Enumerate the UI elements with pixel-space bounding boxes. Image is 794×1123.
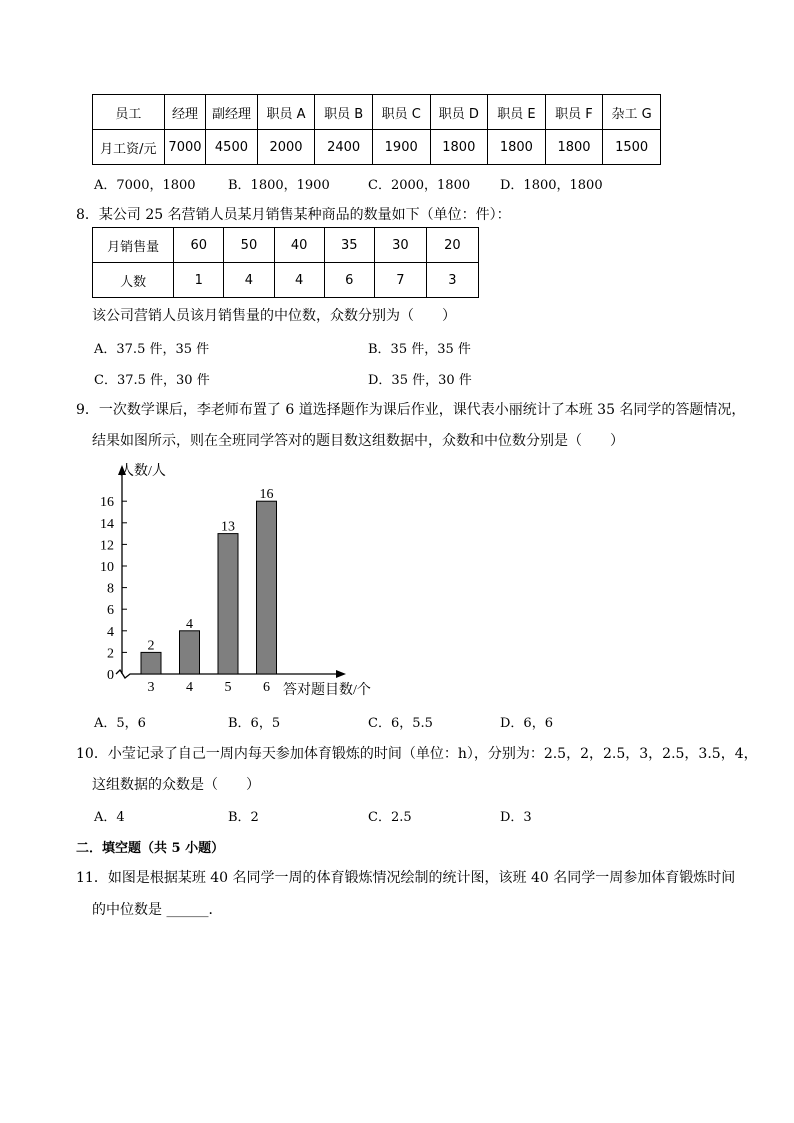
y-tick-label: 4 bbox=[107, 624, 114, 640]
q8-question: 该公司营销人员该月销售量的中位数，众数分别为（ ） bbox=[92, 308, 456, 324]
x-tick-label: 4 bbox=[186, 680, 193, 695]
table-cell: 杂工 G bbox=[603, 95, 661, 130]
table-cell: 60 bbox=[174, 228, 224, 263]
y-tick-label: 0 bbox=[107, 668, 114, 683]
x-tick-label: 3 bbox=[147, 680, 155, 695]
table-cell: 员工 bbox=[93, 95, 165, 130]
y-tick-label: 12 bbox=[100, 538, 114, 554]
table-cell: 职员 A bbox=[257, 95, 315, 130]
q8-stem: 8．某公司 25 名营销人员某月销售某种商品的数量如下（单位：件）： bbox=[76, 207, 511, 223]
q9-stem-line1: 9．一次数学课后，李老师布置了 6 道选择题作为课后作业，课代表小丽统计了本班 35 名同学的答题情况， bbox=[76, 402, 746, 418]
table-cell: 人数 bbox=[93, 263, 174, 298]
table-cell: 6 bbox=[324, 263, 374, 298]
sales-table bbox=[92, 227, 479, 298]
answer-count-bar-chart bbox=[90, 455, 390, 700]
q9-option-b: B．6，5 bbox=[228, 716, 281, 731]
q10-stem-line1: 10．小莹记录了自己一周内每天参加体育锻炼的时间（单位：h），分别为：2.5，2，2.5，3，2.5，3.5，4， bbox=[76, 746, 758, 762]
bar bbox=[257, 501, 277, 674]
table-cell: 1800 bbox=[430, 130, 488, 165]
x-axis-label: 答对题目数/个 bbox=[283, 683, 371, 698]
bar-data-label: 2 bbox=[147, 638, 155, 654]
table-cell: 1500 bbox=[603, 130, 661, 165]
table-cell: 30 bbox=[374, 228, 426, 263]
q8-option-a: A．37.5 件，35 件 bbox=[94, 342, 210, 357]
table-cell: 4 bbox=[224, 263, 274, 298]
table-cell: 职员 C bbox=[372, 95, 430, 130]
table-cell: 4500 bbox=[206, 130, 258, 165]
q8-option-b: B．35 件，35 件 bbox=[368, 342, 471, 357]
bar bbox=[180, 631, 200, 674]
salary-value-row bbox=[93, 130, 661, 165]
y-tick-label: 6 bbox=[107, 603, 114, 619]
table-cell: 副经理 bbox=[206, 95, 258, 130]
y-tick-label: 2 bbox=[107, 646, 114, 662]
q11-stem-line2: 的中位数是 ______． bbox=[92, 902, 223, 918]
bar bbox=[218, 534, 238, 674]
table-cell: 4 bbox=[274, 263, 324, 298]
q11-stem-line1: 11．如图是根据某班 40 名同学一周的体育锻炼情况绘制的统计图，该班 40 名同学一周参加体育锻炼时间 bbox=[76, 870, 736, 886]
table-cell: 1 bbox=[174, 263, 224, 298]
section-heading: 二．填空题（共 5 小题） bbox=[76, 841, 225, 856]
y-tick-label: 16 bbox=[100, 495, 114, 511]
table-cell: 35 bbox=[324, 228, 374, 263]
x-tick-label: 6 bbox=[263, 680, 270, 695]
q9-option-a: A．5，6 bbox=[94, 716, 146, 731]
y-axis-label: 人数/人 bbox=[120, 464, 166, 479]
q8-option-c: C．37.5 件，30 件 bbox=[94, 373, 210, 388]
x-axis-arrow bbox=[336, 670, 346, 678]
table-cell: 职员 F bbox=[545, 95, 603, 130]
table-cell: 月销售量 bbox=[93, 228, 174, 263]
q9-stem-line2: 结果如图所示，则在全班同学答对的题目数这组数据中，众数和中位数分别是（ ） bbox=[92, 433, 624, 449]
y-tick-label: 10 bbox=[100, 560, 114, 575]
table-cell: 20 bbox=[426, 228, 478, 263]
salary-table bbox=[92, 94, 661, 165]
q9-option-c: C．6，5.5 bbox=[368, 716, 433, 731]
table-cell: 职员 D bbox=[430, 95, 488, 130]
q10-option-a: A．4 bbox=[94, 810, 125, 825]
bar-data-label: 16 bbox=[259, 487, 274, 503]
sales-row-count bbox=[93, 263, 479, 298]
y-tick-label: 14 bbox=[100, 516, 114, 532]
bar bbox=[141, 652, 161, 674]
salary-header-row bbox=[93, 95, 661, 130]
q7-option-d: D．1800，1800 bbox=[500, 178, 603, 193]
bar-data-label: 13 bbox=[221, 519, 235, 535]
q10-option-b: B．2 bbox=[228, 810, 259, 825]
table-cell: 2400 bbox=[315, 130, 373, 165]
bars bbox=[141, 487, 277, 695]
table-cell: 3 bbox=[426, 263, 478, 298]
table-cell: 经理 bbox=[164, 95, 205, 130]
table-cell: 2000 bbox=[257, 130, 315, 165]
q10-option-d: D．3 bbox=[500, 810, 532, 825]
q10-stem-line2: 这组数据的众数是（ ） bbox=[92, 777, 260, 793]
table-cell: 1900 bbox=[372, 130, 430, 165]
q7-option-a: A．7000，1800 bbox=[94, 178, 196, 193]
x-tick-label: 5 bbox=[224, 680, 232, 695]
table-cell: 职员 E bbox=[488, 95, 546, 130]
table-cell: 40 bbox=[274, 228, 324, 263]
q9-option-d: D．6，6 bbox=[500, 716, 553, 731]
table-cell: 50 bbox=[224, 228, 274, 263]
q8-option-d: D．35 件，30 件 bbox=[368, 373, 472, 388]
table-cell: 7000 bbox=[164, 130, 205, 165]
sales-row-volume bbox=[93, 228, 479, 263]
q10-option-c: C．2.5 bbox=[368, 810, 412, 825]
y-tick-label: 8 bbox=[107, 581, 114, 597]
bar-data-label: 4 bbox=[186, 616, 193, 632]
q7-option-b: B．1800，1900 bbox=[228, 178, 330, 193]
table-cell: 7 bbox=[374, 263, 426, 298]
table-cell: 1800 bbox=[545, 130, 603, 165]
table-cell: 职员 B bbox=[315, 95, 373, 130]
table-cell: 1800 bbox=[488, 130, 546, 165]
q7-option-c: C．2000，1800 bbox=[368, 178, 471, 193]
table-cell: 月工资/元 bbox=[93, 130, 165, 165]
y-ticks bbox=[100, 495, 127, 683]
